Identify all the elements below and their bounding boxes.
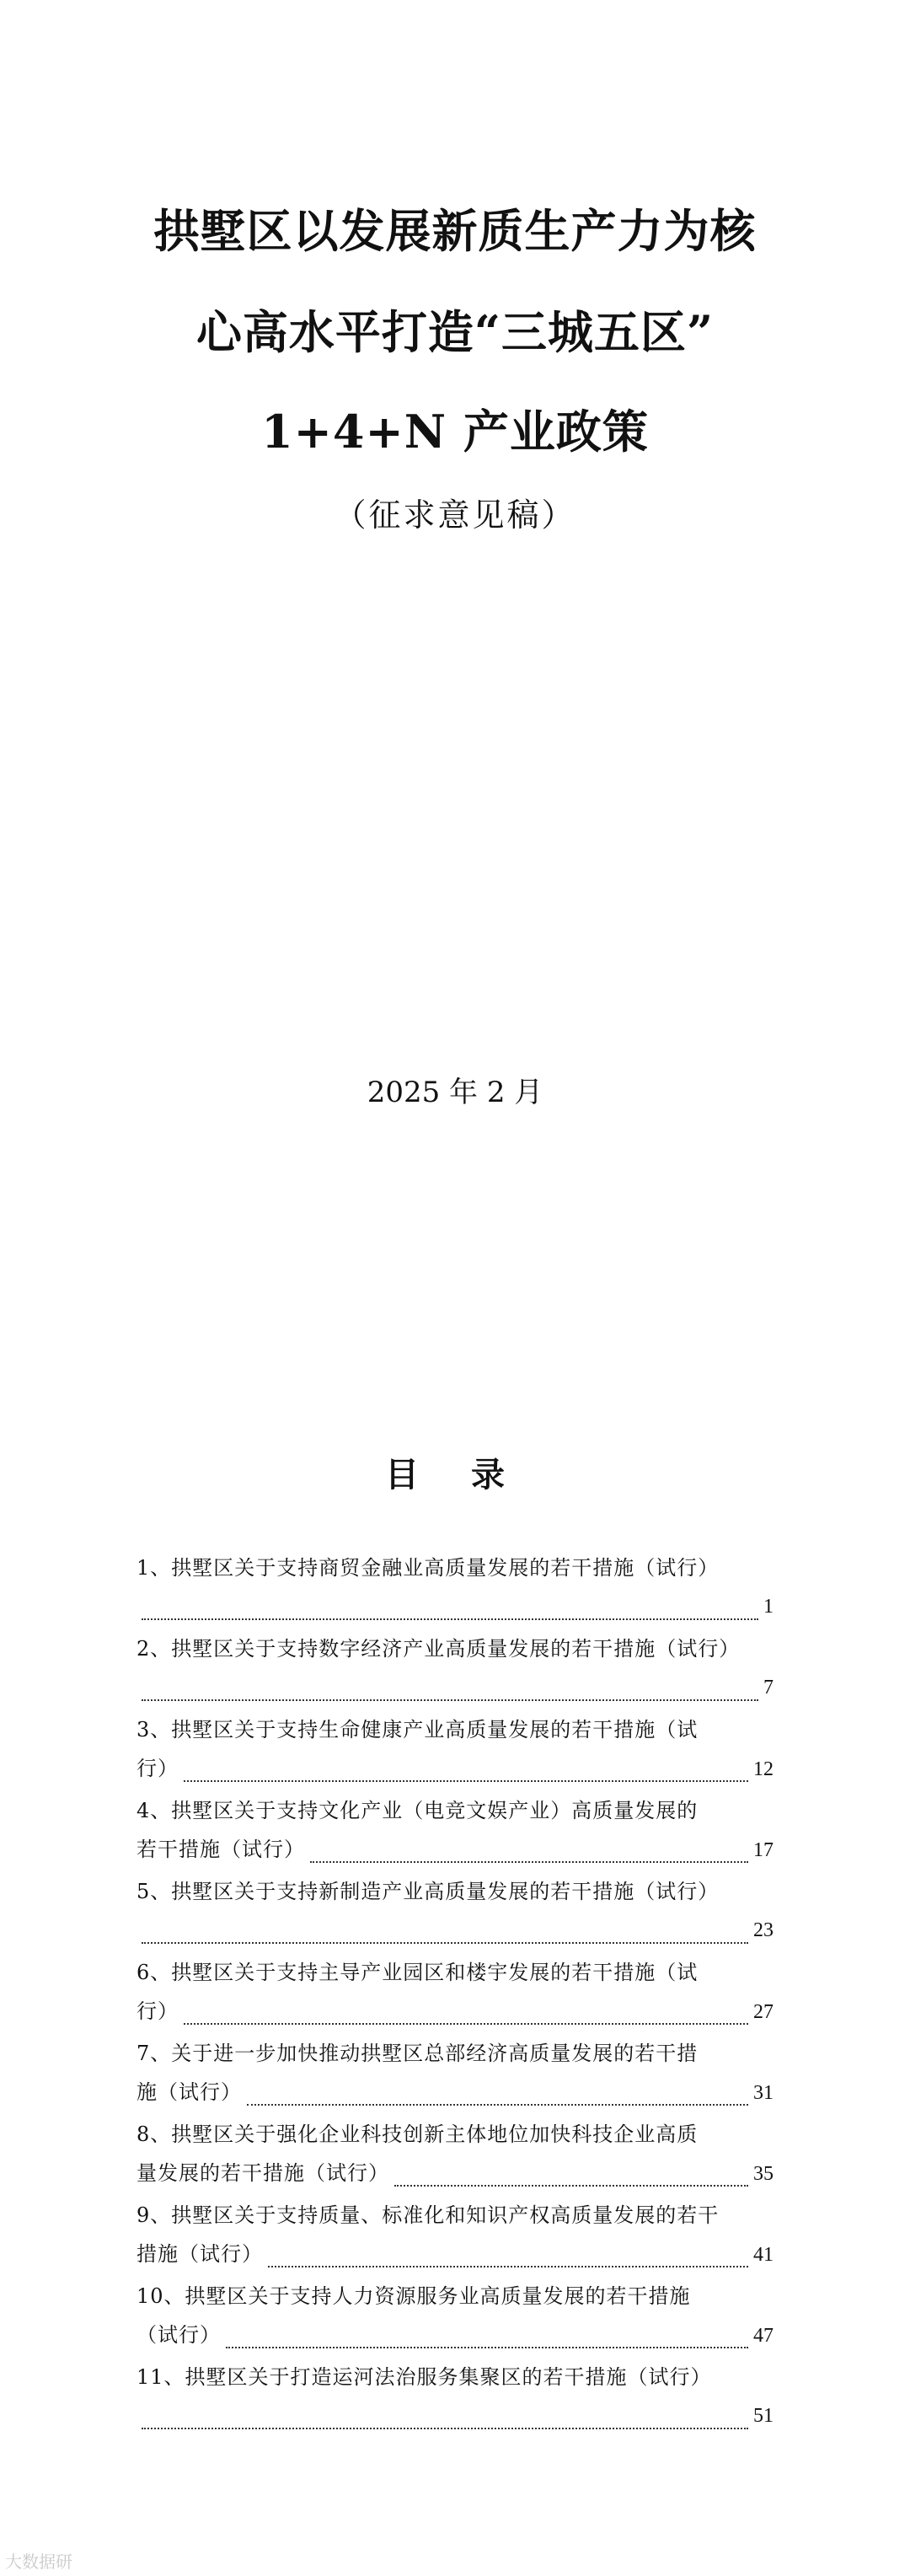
- toc-page-number: 35: [753, 2163, 774, 2185]
- toc-entry-leader-line: [136, 1750, 774, 1787]
- toc-entry-title-continuation: 行）: [136, 1757, 179, 1780]
- toc-entry-title: 1、拱墅区关于支持商贸金融业高质量发展的若干措施（试行）: [136, 1556, 720, 1580]
- toc-dot-leader: [310, 1861, 748, 1863]
- toc-entry-leader-line: [136, 1993, 774, 2030]
- toc-dot-leader: [142, 1942, 748, 1944]
- toc-dot-leader: [226, 2347, 748, 2348]
- toc-entry-leader-line: [136, 1669, 774, 1706]
- toc-dot-leader: [184, 2023, 748, 2025]
- toc-dot-leader: [142, 1699, 758, 1701]
- toc-page-number: 27: [753, 2001, 774, 2023]
- toc-dot-leader: [184, 1780, 748, 1782]
- toc-entry-title-continuation: 量发展的若干措施（试行）: [136, 2161, 389, 2185]
- toc-entry-leader-line: [136, 1588, 774, 1625]
- toc-entry-leader-line: [136, 2155, 774, 2192]
- toc-entry-title-continuation: 措施（试行）: [136, 2242, 263, 2266]
- toc-entry-title: 4、拱墅区关于支持文化产业（电竞文娱产业）高质量发展的: [136, 1799, 699, 1822]
- toc-entry[interactable]: [136, 2359, 774, 2436]
- toc-page-number: 41: [753, 2244, 774, 2266]
- toc-entry-title-continuation: 施（试行）: [136, 2080, 242, 2104]
- cover-title-line-2: 心高水平打造“三城五区”: [195, 305, 715, 359]
- toc-entry[interactable]: [136, 2116, 774, 2193]
- toc-entry-title-continuation: 若干措施（试行）: [136, 1838, 305, 1861]
- toc-entry[interactable]: [136, 2035, 774, 2112]
- toc-entry[interactable]: [136, 1792, 774, 1870]
- toc-dot-leader: [247, 2104, 748, 2106]
- toc-dot-leader: [268, 2266, 748, 2267]
- toc-page-number: 23: [753, 1919, 774, 1941]
- cover-title-line-1: 拱墅区以发展新质生产力为核: [153, 204, 757, 258]
- toc-entry-title: 6、拱墅区关于支持主导产业园区和楼宇发展的若干措施（试: [136, 1961, 699, 1984]
- toc-page-number: 1: [763, 1596, 774, 1618]
- cover-date: 2025 年 2 月: [367, 1076, 543, 1109]
- toc-dot-leader: [142, 1618, 758, 1620]
- toc-page-number: 17: [753, 1839, 774, 1861]
- toc-entry-title-continuation: （试行）: [136, 2323, 221, 2347]
- cover-title-line-3: 1+4+N 产业政策: [261, 405, 649, 459]
- toc-entry[interactable]: [136, 1549, 774, 1627]
- toc-entry-leader-line: [136, 1831, 774, 1868]
- toc-entry-title: 5、拱墅区关于支持新制造产业高质量发展的若干措施（试行）: [136, 1880, 720, 1903]
- cover-subtitle: （征求意见稿）: [334, 496, 576, 534]
- toc-entry[interactable]: [136, 1711, 774, 1789]
- toc-entry[interactable]: [136, 2197, 774, 2274]
- toc-entry-title: 10、拱墅区关于支持人力资源服务业高质量发展的若干措施: [136, 2284, 691, 2308]
- toc-entry[interactable]: [136, 1954, 774, 2031]
- toc-entry-title: 2、拱墅区关于支持数字经济产业高质量发展的若干措施（试行）: [136, 1637, 741, 1661]
- toc-entry-title: 11、拱墅区关于打造运河法治服务集聚区的若干措施（试行）: [136, 2365, 712, 2389]
- toc-entry-title: 7、关于进一步加快推动拱墅区总部经济高质量发展的若干措: [136, 2042, 699, 2065]
- toc-dot-leader: [142, 2428, 748, 2429]
- toc-heading: 目 录: [385, 1455, 525, 1495]
- toc-entry[interactable]: [136, 2278, 774, 2355]
- toc-entry-leader-line: [136, 1912, 774, 1949]
- toc-page-number: 31: [753, 2082, 774, 2104]
- toc-entry-title-continuation: 行）: [136, 1999, 179, 2023]
- toc-entry-leader-line: [136, 2074, 774, 2111]
- toc-entry-title: 3、拱墅区关于支持生命健康产业高质量发展的若干措施（试: [136, 1718, 699, 1741]
- toc-entry-leader-line: [136, 2397, 774, 2434]
- toc-entry-leader-line: [136, 2316, 774, 2353]
- toc-page-number: 47: [753, 2325, 774, 2347]
- toc-page-number: 12: [753, 1758, 774, 1780]
- watermark-logo: 大数据研: [5, 2553, 72, 2572]
- toc-entry-title: 9、拱墅区关于支持质量、标准化和知识产权高质量发展的若干: [136, 2203, 720, 2227]
- toc-entry[interactable]: [136, 1873, 774, 1951]
- table-of-contents: [136, 1549, 774, 2439]
- toc-page-number: 7: [763, 1677, 774, 1699]
- toc-page-number: 51: [753, 2405, 774, 2427]
- toc-entry[interactable]: [136, 1630, 774, 1708]
- toc-dot-leader: [394, 2185, 748, 2187]
- toc-entry-title: 8、拱墅区关于强化企业科技创新主体地位加快科技企业高质: [136, 2123, 699, 2146]
- toc-entry-leader-line: [136, 2235, 774, 2273]
